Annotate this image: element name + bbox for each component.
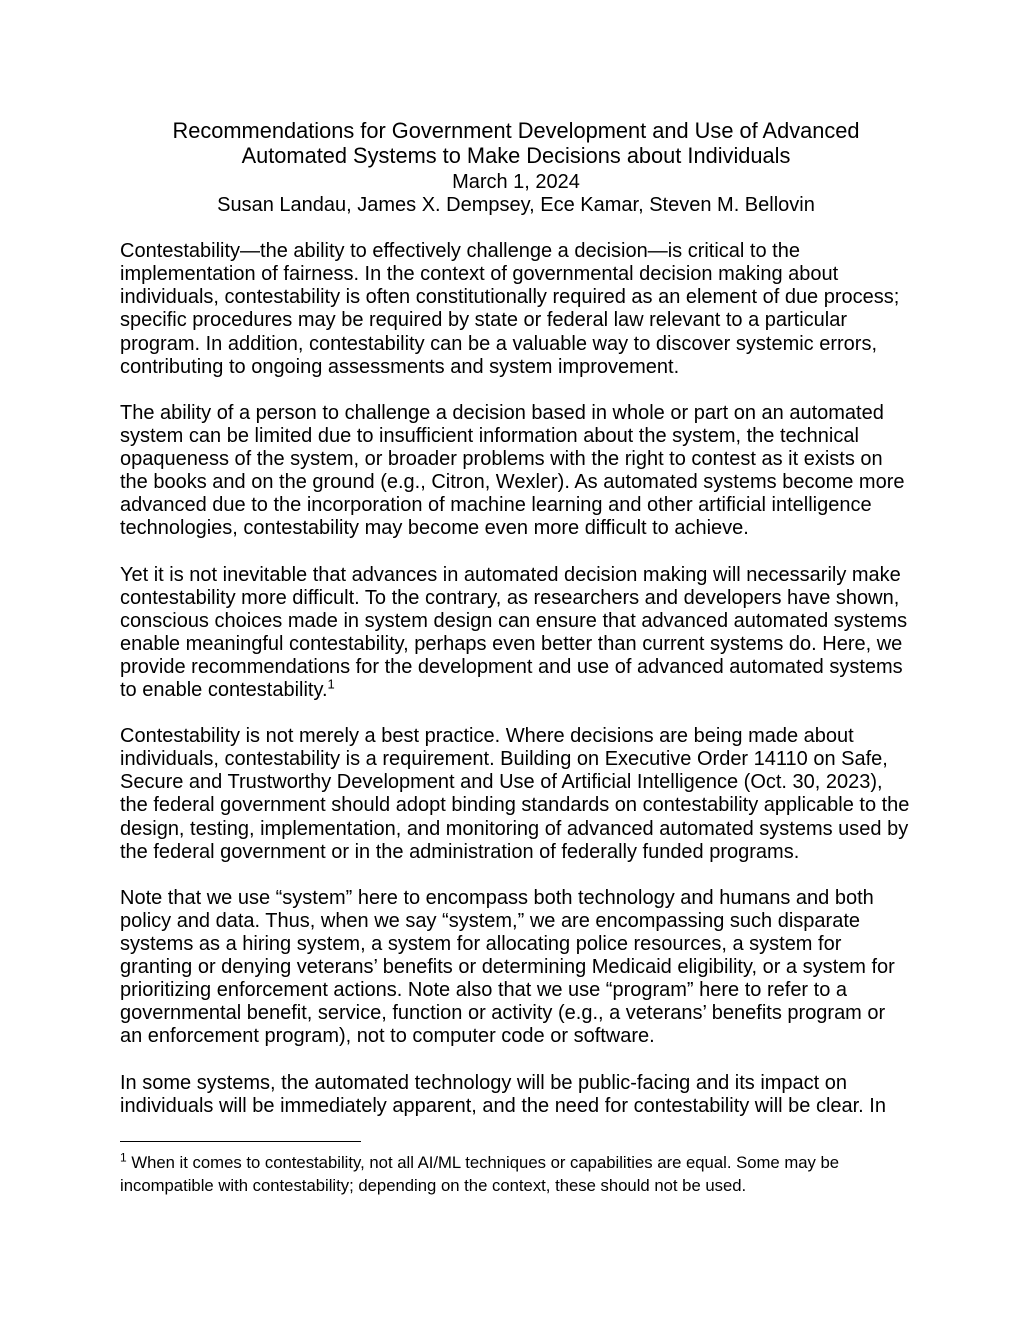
footnote-separator-rule — [120, 1141, 361, 1142]
footnote-text: When it comes to contestability, not all AI/ML techniques or capabilities are equal. Some may be incompatible with contestability; depending on the context, these should not be used. — [120, 1152, 840, 1195]
paragraph-4-text: Contestability is not merely a best practice. Where decisions are being made about individuals, contestability is a requirement. Building on Executive Order 14110 on Safe, Secure and Trustworthy Development and Use of Artificial Intelligence (Oct. 30, 2023), the federal government should adopt binding standards on contestability applicable to the design, testing, implementation, and monitoring of advanced automated systems used by the federal government or in the administration of federally funded programs. — [120, 725, 910, 863]
document-content — [120, 118, 912, 1197]
title-block — [120, 118, 912, 217]
footnote-marker: 1 — [120, 1150, 127, 1165]
paragraph-4 — [120, 725, 912, 864]
document-authors: Susan Landau, James X. Dempsey, Ece Kamar, Steven M. Bellovin — [217, 194, 815, 217]
paragraph-2-text: The ability of a person to challenge a decision based in whole or part on an automated system can be limited due to insufficient information about the system, the technical opaqueness of the system, or broader problems with the right to contest as it exists on the books and on the ground (e.g., Citron, Wexler). As automated systems become more advanced due to the incorporation of machine learning and other artificial intelligence technologies, contestability may become even more difficult to achieve. — [120, 401, 905, 540]
paragraph-5-text: Note that we use “system” here to encompass both technology and humans and both policy and data. Thus, when we say “system,” we are encompassing such disparate systems as a hiring system, a system for allocating police resources, a system for granting or denying veterans’ benefits or determining Medicaid eligibility, or a system for prioritizing enforcement actions. Note also that we use “program” here to refer to a governmental benefit, service, function or activity (e.g., a veterans’ benefits program or an enforcement program), not to computer code or software. — [120, 886, 895, 1048]
document-date: March 1, 2024 — [452, 171, 580, 193]
paragraph-6 — [120, 1072, 912, 1118]
paragraph-3-text: Yet it is not inevitable that advances in automated decision making will necessarily make contestability more difficult. To the contrary, as researchers and developers have shown, conscious choices made in system design can ensure that advanced automated systems enable meaningful contestability, perhaps even better than current systems do. Here, we provide recommendations for the development and use of advanced automated systems to enable contestability. — [120, 563, 908, 701]
document-title-line-2: Automated Systems to Make Decisions about Individuals — [241, 143, 791, 168]
paragraph-2 — [120, 402, 912, 541]
paragraph-1 — [120, 240, 912, 379]
document-body — [120, 240, 912, 1118]
paragraph-1-text: Contestability—the ability to effectively challenge a decision—is critical to the implementation of fairness. In the context of governmental decision making about individuals, contestability is often constitutionally required as an element of due process; specific procedures may be required by state or federal law relevant to a particular program. In addition, contestability can be a valuable way to discover systemic errors, contributing to ongoing assessments and system improvement. — [120, 240, 900, 378]
footnote-reference: 1 — [327, 676, 335, 692]
document-title-line-1: Recommendations for Government Development and Use of Advanced — [172, 118, 860, 143]
paragraph-6-text: In some systems, the automated technology will be public-facing and its impact on individuals will be immediately apparent, and the need for contestability will be clear. In — [120, 1071, 886, 1117]
footnote-block — [120, 1141, 912, 1197]
paragraph-5 — [120, 887, 912, 1049]
paragraph-3 — [120, 564, 912, 703]
footnote — [120, 1151, 912, 1197]
